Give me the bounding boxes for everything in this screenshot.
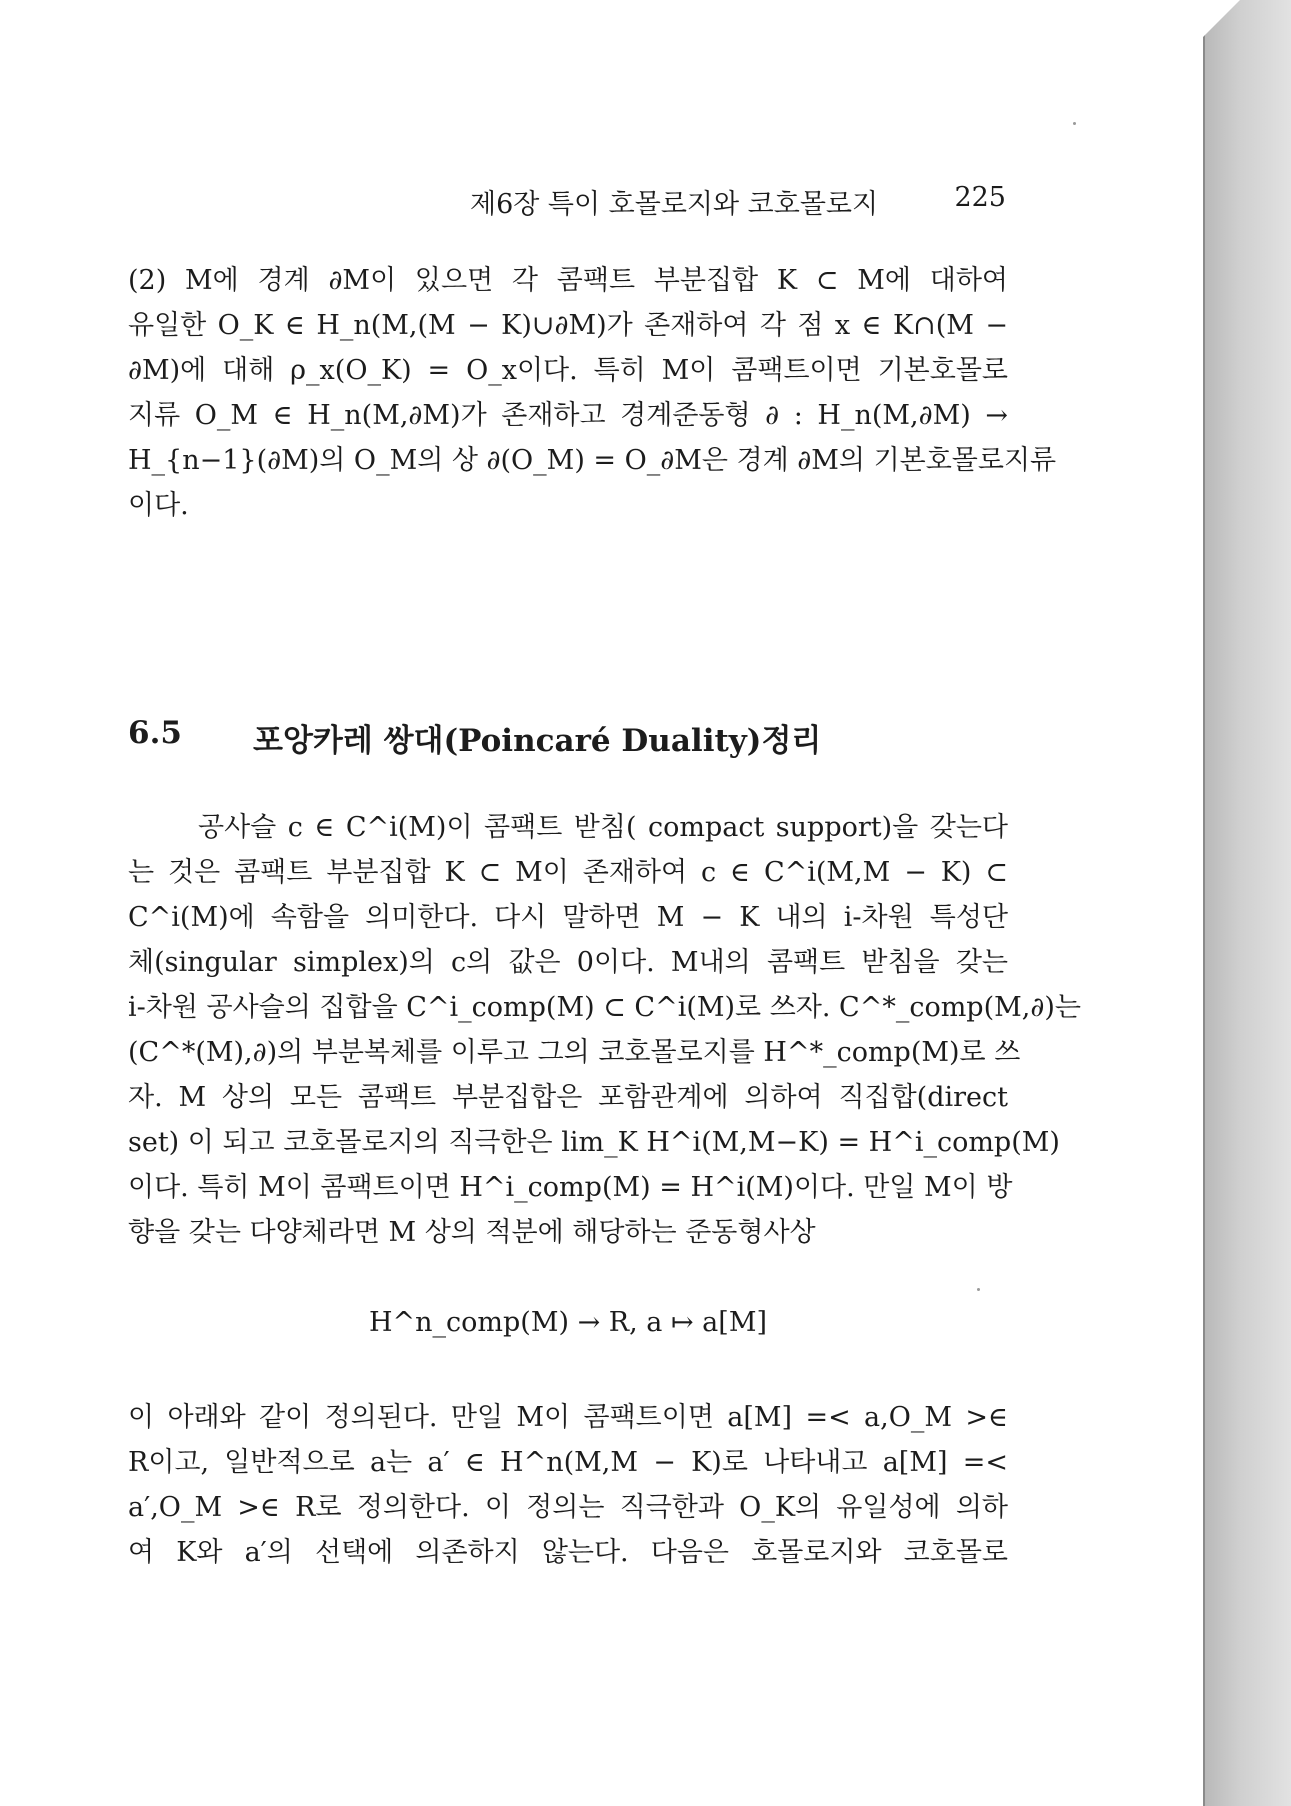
page-number: 225 bbox=[954, 182, 1006, 213]
text-line: R이고, 일반적으로 a는 a′ ∈ H^n(M,M − K)로 나타내고 a[M] =< bbox=[128, 1447, 1008, 1478]
text-line: 이다. 특히 M이 콤팩트이면 H^i_comp(M) = H^i(M)이다. 만일 M이 방 bbox=[128, 1172, 1013, 1203]
running-header bbox=[470, 182, 1006, 221]
page-corner bbox=[1200, 0, 1240, 40]
section-heading bbox=[128, 715, 1008, 760]
paragraph-boundary-case bbox=[128, 258, 1057, 528]
text-line: 여 K와 a′의 선택에 의존하지 않는다. 다음은 호몰로지와 코호몰로 bbox=[128, 1537, 1008, 1568]
display-equation: H^n_comp(M) → R, a ↦ a[M] bbox=[368, 1307, 767, 1338]
text-line: set) 이 되고 코호몰로지의 직극한은 lim_K H^i(M,M−K) = H^i_comp(M) bbox=[128, 1127, 1060, 1158]
text-line: 지류 O_M ∈ H_n(M,∂M)가 존재하고 경계준동형 ∂ : H_n(M,∂M) → bbox=[128, 400, 1008, 431]
text-line: i-차원 공사슬의 집합을 C^i_comp(M) ⊂ C^i(M)로 쓰자. C^*_comp(M,∂)는 bbox=[128, 992, 1081, 1023]
scan-speck bbox=[977, 1288, 980, 1291]
text-line: a′,O_M >∈ R로 정의한다. 이 정의는 직극한과 O_K의 유일성에 의하 bbox=[128, 1492, 1008, 1523]
text-line: (2) M에 경계 ∂M이 있으면 각 콤팩트 부분집합 K ⊂ M에 대하여 bbox=[128, 265, 1008, 296]
text-line: 유일한 O_K ∈ H_n(M,(M − K)∪∂M)가 존재하여 각 점 x ∈ K∩(M − bbox=[128, 310, 1008, 341]
text-line: H_{n−1}(∂M)의 O_M의 상 ∂(O_M) = O_∂M은 경계 ∂M의 기본호몰로지류 bbox=[128, 445, 1057, 476]
text-line: 이다. bbox=[128, 490, 189, 521]
text-line: 체(singular simplex)의 c의 값은 0이다. M내의 콤팩트 받침을 갖는 bbox=[128, 947, 1008, 978]
scan-speck bbox=[1073, 122, 1076, 125]
paragraph-compact-support bbox=[128, 805, 1081, 1255]
paragraph-definition bbox=[128, 1395, 1008, 1575]
text-line: 자. M 상의 모든 콤팩트 부분집합은 포함관계에 의하여 직집합(direct bbox=[128, 1082, 1008, 1113]
text-line: C^i(M)에 속함을 의미한다. 다시 말하면 M − K 내의 i-차원 특성단 bbox=[128, 902, 1008, 933]
text-line: 는 것은 콤팩트 부분집합 K ⊂ M이 존재하여 c ∈ C^i(M,M − K) ⊂ bbox=[128, 857, 1008, 888]
text-line: 향을 갖는 다양체라면 M 상의 적분에 해당하는 준동형사상 bbox=[128, 1217, 816, 1248]
chapter-title: 제6장 특이 호몰로지와 코호몰로지 bbox=[470, 189, 879, 220]
text-line: 이 아래와 같이 정의된다. 만일 M이 콤팩트이면 a[M] =< a,O_M >∈ bbox=[128, 1402, 1008, 1433]
text-line: ∂M)에 대해 ρ_x(O_K) = O_x이다. 특히 M이 콤팩트이면 기본호몰로 bbox=[128, 355, 1008, 386]
page-stack-edge bbox=[1205, 0, 1291, 1806]
text-line: 공사슬 c ∈ C^i(M)이 콤팩트 받침( compact support)을 갖는다 bbox=[198, 812, 1008, 843]
section-number: 6.5 bbox=[128, 715, 182, 751]
text-line: (C^*(M),∂)의 부분복체를 이루고 그의 코호몰로지를 H^*_comp(M)로 쓰 bbox=[128, 1037, 1021, 1068]
section-title: 포앙카레 쌍대(Poincaré Duality)정리 bbox=[253, 723, 822, 759]
